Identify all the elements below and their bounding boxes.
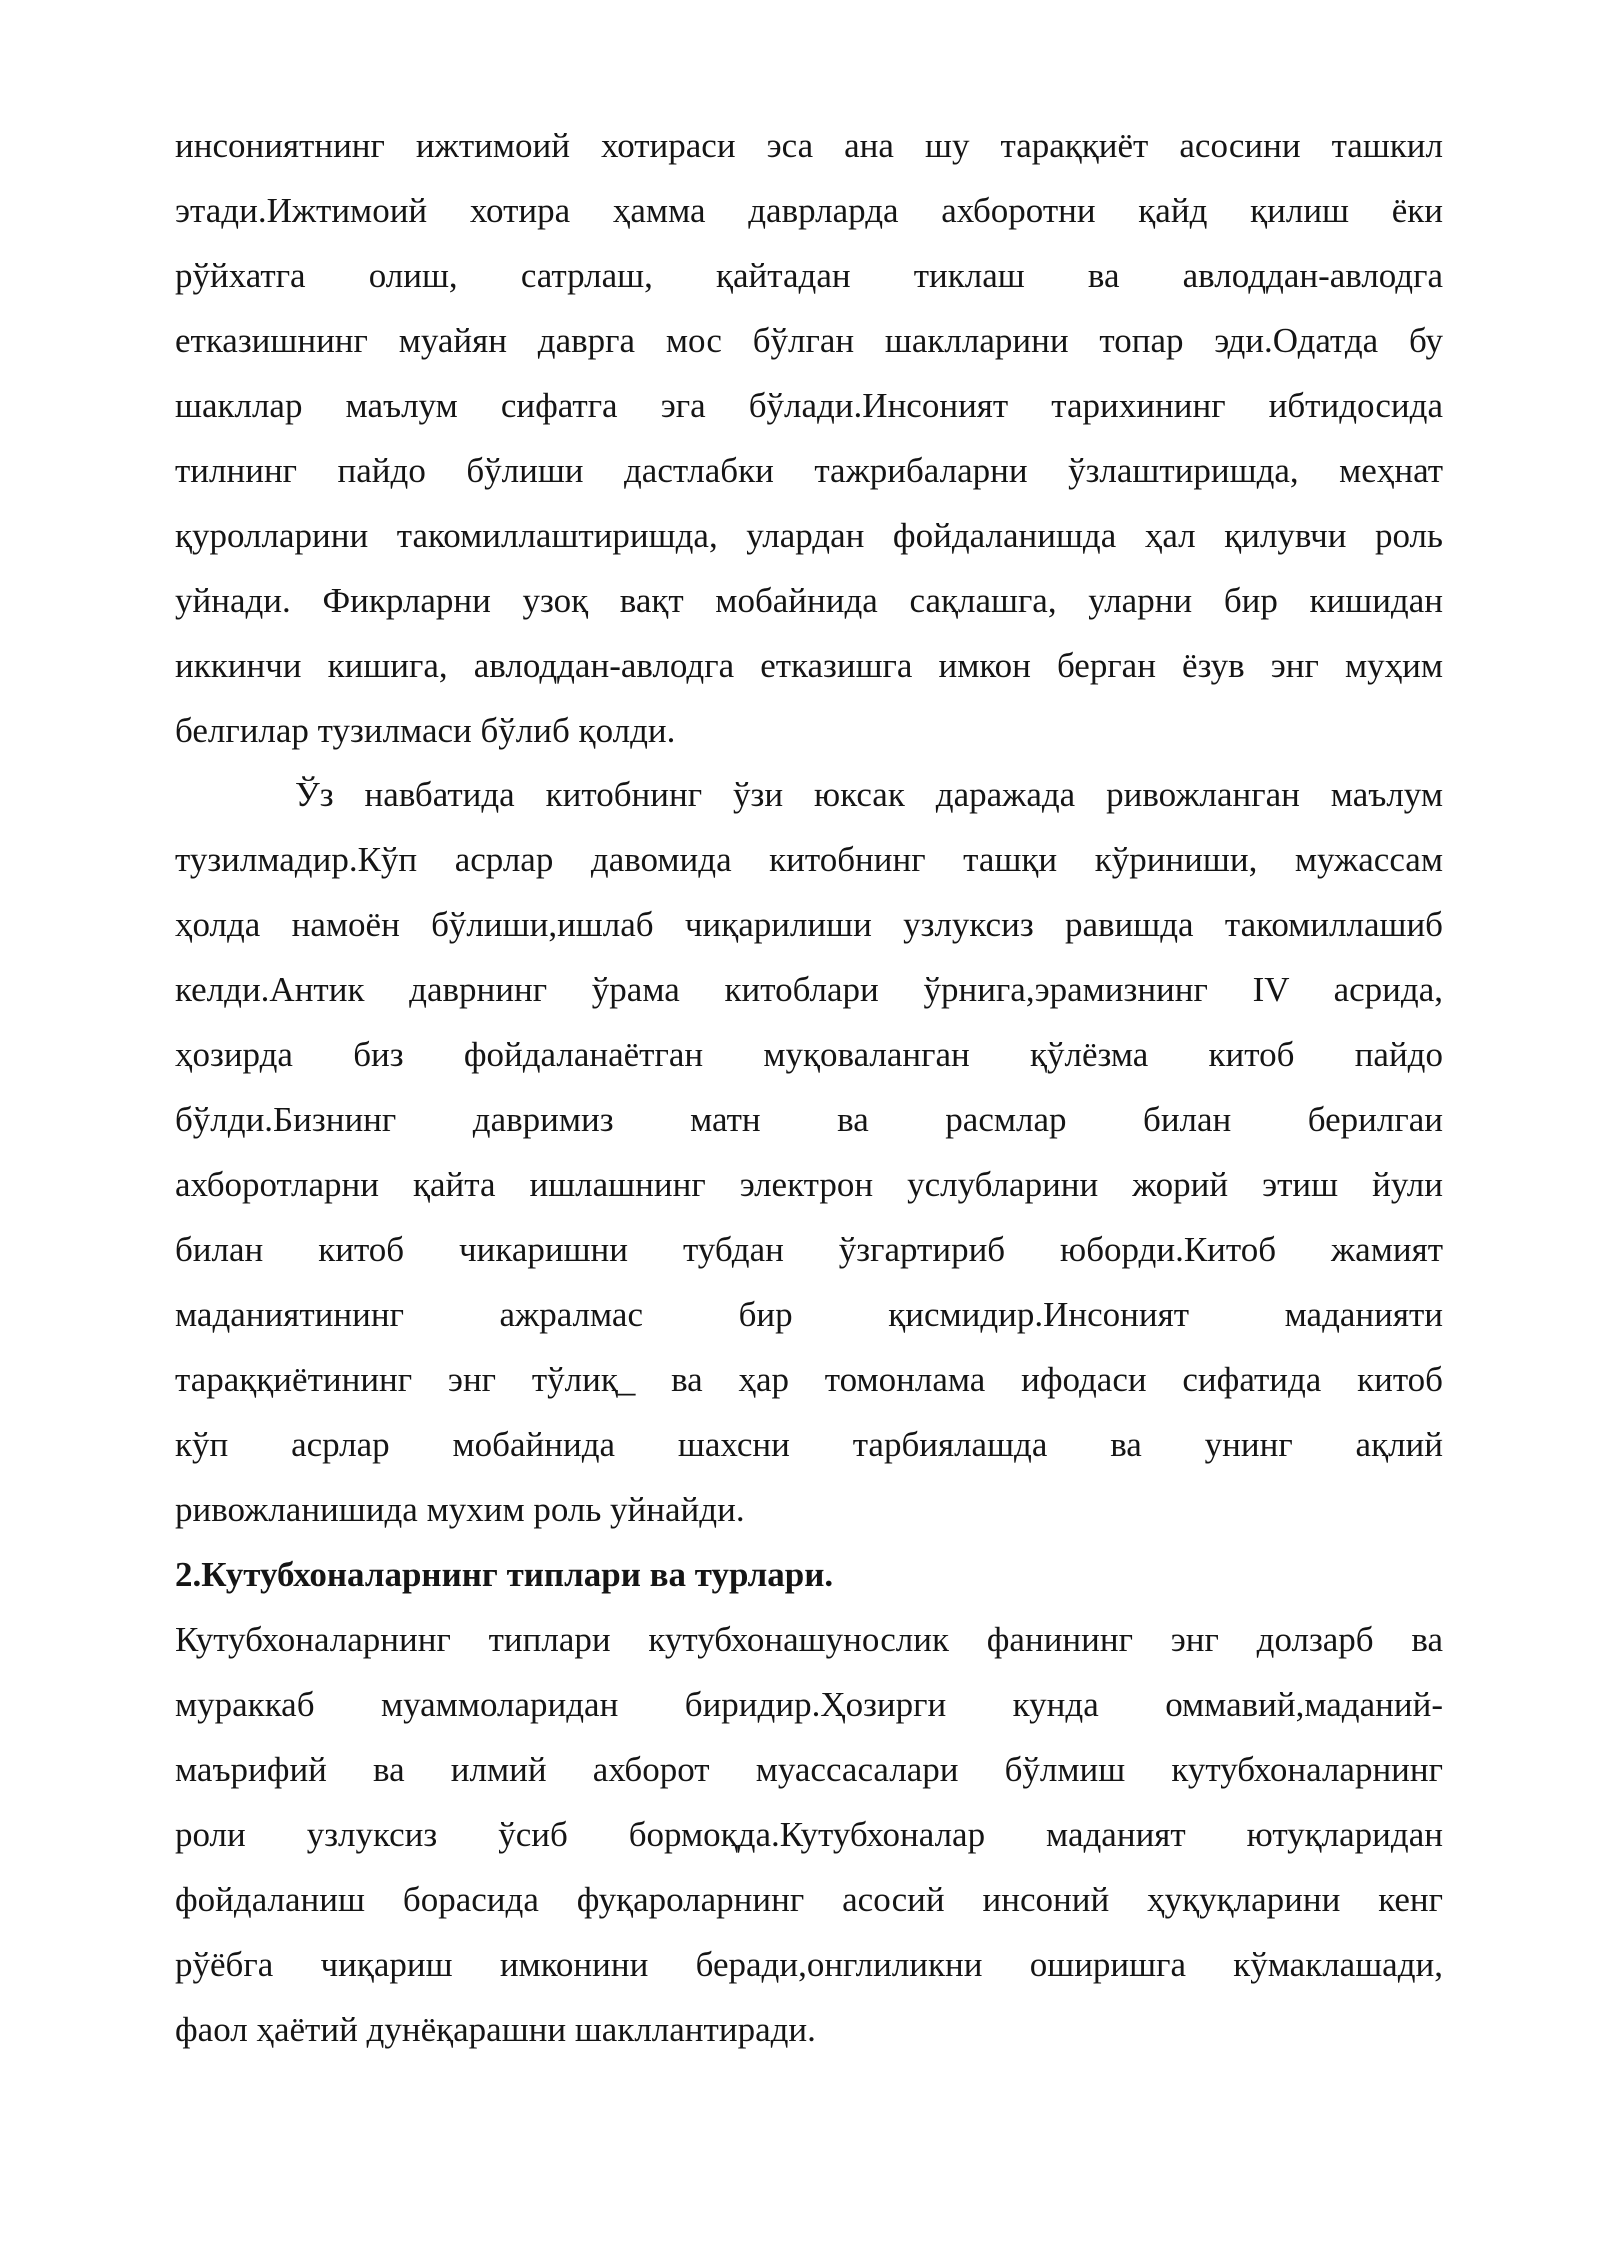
- paragraph-line: инсониятнинг ижтимоий хотираси эса ана шу тараққиёт асосини ташкил: [175, 126, 1443, 165]
- paragraph-2: [175, 762, 1443, 1542]
- section-heading-block: [175, 1542, 1443, 1607]
- paragraph-line: маданиятининг ажралмас бир қисмидир.Инсоният маданияти: [175, 1295, 1443, 1334]
- paragraph-line: етказишнинг муайян даврга мос бўлган шаклларини топар эди.Одатда бу: [175, 321, 1443, 360]
- paragraph-line: уйнади. Фикрларни узоқ вақт мобайнида сақлашга, уларни бир кишидан: [175, 581, 1443, 620]
- paragraph-line: Кутубхоналарнинг типлари кутубхонашунослик фанининг энг долзарб ва: [175, 1620, 1443, 1659]
- paragraph-line: фаол ҳаётий дунёқарашни шакллантиради.: [175, 2010, 816, 2049]
- paragraph-line: мураккаб муаммоларидан биридир.Ҳозирги кунда оммавий,маданий-: [175, 1685, 1443, 1724]
- paragraph-line: иккинчи кишига, авлоддан-авлодга етказишга имкон берган ёзув энг муҳим: [175, 646, 1443, 685]
- paragraph-1: [175, 113, 1443, 763]
- paragraph-line: роли узлуксиз ўсиб бормоқда.Кутубхоналар маданият ютуқларидан: [175, 1815, 1443, 1854]
- paragraph-line: рўёбга чиқариш имконини беради,онглиликни оширишга кўмаклашади,: [175, 1945, 1443, 1984]
- paragraph-line: келди.Антик даврнинг ўрама китоблари ўрнига,эрамизнинг IV асрида,: [175, 970, 1443, 1009]
- paragraph-line: ривожланишида мухим роль уйнайди.: [175, 1490, 745, 1529]
- paragraph-line: қуролларини такомиллаштиришда, улардан фойдаланишда ҳал қилувчи роль: [175, 516, 1443, 555]
- paragraph-3: [175, 1607, 1443, 2062]
- paragraph-line: тузилмадир.Кўп асрлар давомида китобнинг ташқи кўриниши, мужассам: [175, 840, 1443, 879]
- paragraph-line: бўлди.Бизнинг давримиз матн ва расмлар билан берилгаи: [175, 1100, 1443, 1139]
- paragraph-line: билан китоб чикаришни тубдан ўзгартириб юборди.Китоб жамият: [175, 1230, 1443, 1269]
- section-heading: 2.Кутубхоналарнинг типлари ва турлари.: [175, 1555, 834, 1594]
- paragraph-line: фойдаланиш борасида фуқароларнинг асосий инсоний ҳуқуқларини кенг: [175, 1880, 1443, 1919]
- paragraph-line: тараққиётининг энг тўлиқ_ ва ҳар томонлама ифодаси сифатида китоб: [175, 1360, 1443, 1399]
- paragraph-line: кўп асрлар мобайнида шахсни тарбиялашда ва унинг ақлий: [175, 1425, 1443, 1464]
- paragraph-line: этади.Ижтимоий хотира ҳамма даврларда ахборотни қайд қилиш ёки: [175, 191, 1443, 230]
- paragraph-line: ҳолда намоён бўлиши,ишлаб чиқарилиши узлуксиз равишда такомиллашиб: [175, 905, 1443, 944]
- paragraph-line: ахборотларни қайта ишлашнинг электрон услубларини жорий этиш йули: [175, 1165, 1443, 1204]
- paragraph-line: тилнинг пайдо бўлиши дастлабки тажрибаларни ўзлаштиришда, меҳнат: [175, 451, 1443, 490]
- paragraph-line: шакллар маълум сифатга эга бўлади.Инсоният тарихининг ибтидосида: [175, 386, 1443, 425]
- paragraph-line: ҳозирда биз фойдаланаётган муқоваланган қўлёзма китоб пайдо: [175, 1035, 1443, 1074]
- paragraph-line: Ўз навбатида китобнинг ўзи юксак даражада ривожланган маълум: [295, 775, 1443, 814]
- paragraph-line: маърифий ва илмий ахборот муассасалари бўлмиш кутубхоналарнинг: [175, 1750, 1443, 1789]
- paragraph-line: белгилар тузилмаси бўлиб қолди.: [175, 711, 676, 750]
- paragraph-line: рўйхатга олиш, сатрлаш, қайтадан тиклаш ва авлоддан-авлодга: [175, 256, 1443, 295]
